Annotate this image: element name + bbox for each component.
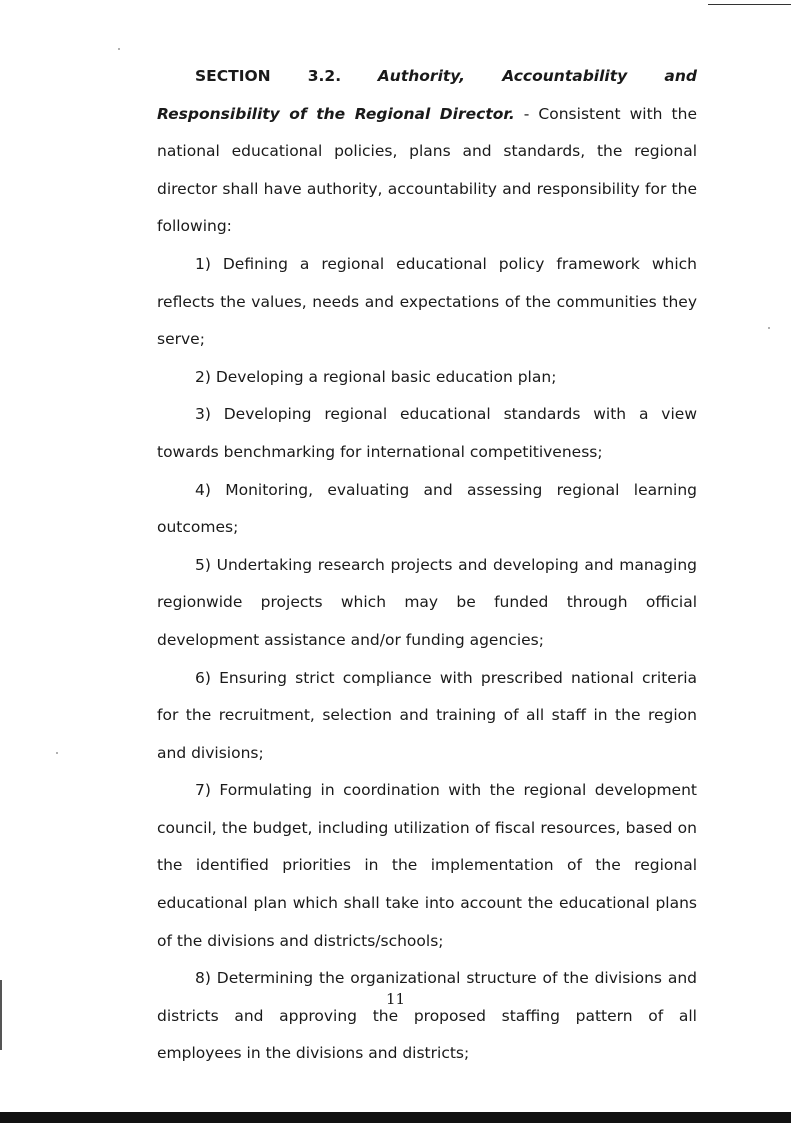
list-item: 6) Ensuring strict compliance with prescribed national criteria for the recruitment, selection and training of all staff in the region and divisions; [157, 668, 697, 762]
list-item: 5) Undertaking research projects and developing and managing regionwide projects which may be funded through official development assistance and/or funding agencies; [157, 555, 697, 649]
page-number: 11 [385, 990, 406, 1008]
list-item: 3) Developing regional educational standards with a view towards benchmarking for international competitiveness; [157, 405, 697, 461]
section-number: SECTION 3.2. [195, 67, 342, 85]
scan-speck [118, 48, 120, 50]
section-title-end: . [508, 104, 515, 123]
section-intro: - Consistent with the national educational policies, plans and standards, the regional director shall have authority, accountability and responsibility for the following: [157, 104, 697, 236]
list-item: 8) Determining the organizational structure of the divisions and districts and approving the proposed staffing pattern of all employees in the divisions and districts; [157, 969, 697, 1063]
list-item: 2) Developing a regional basic education plan; [195, 367, 557, 386]
scan-bottom-edge [0, 1112, 791, 1123]
list-item: 7) Formulating in coordination with the regional development council, the budget, including utilization of fiscal resources, based on the identified priorities in the implementation of the regional educational plan which shall take into account the educational plans of the divisions and districts/schools; [157, 781, 697, 950]
document-body [157, 58, 697, 1073]
list-item: 1) Defining a regional educational policy framework which reflects the values, needs and expectations of the communities they serve; [157, 254, 697, 349]
scan-speck [768, 327, 770, 329]
section-title: Authority, Accountability and Responsibility of the Regional Director [157, 67, 697, 123]
list-item: 4) Monitoring, evaluating and assessing regional learning outcomes; [157, 480, 697, 537]
top-edge-rule [708, 4, 791, 5]
section-heading-paragraph [157, 58, 697, 246]
scan-speck [56, 752, 58, 754]
